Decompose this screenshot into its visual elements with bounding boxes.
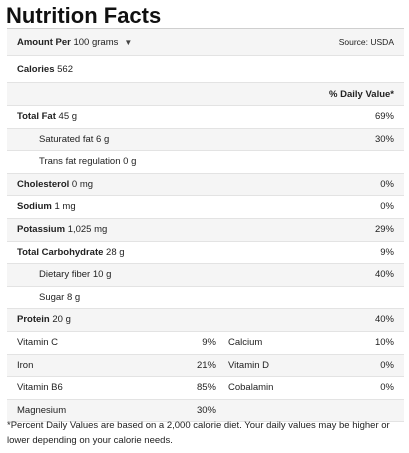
daily-value-footnote: *Percent Daily Values are based on a 2,000 calorie diet. Your daily values may be higher or lower depending on your calorie needs. [7, 420, 390, 446]
daily-value-header: % Daily Value* [329, 89, 394, 100]
nutrient-name: Cholesterol [17, 178, 70, 190]
vitamin-row [7, 355, 404, 378]
calories-label: Calories [17, 64, 55, 75]
nutrient-pct: 9% [380, 246, 394, 258]
vitamin-name: Vitamin B6 [17, 382, 63, 394]
serving-size-row [7, 29, 404, 56]
nutrient-row-saturated-fat [7, 129, 404, 152]
calories-row [7, 56, 404, 83]
vitamin-pct: 0% [380, 359, 394, 371]
nutrient-pct: 0% [380, 201, 394, 213]
nutrient-pct: 69% [374, 111, 394, 122]
nutrient-pct: 0% [380, 178, 394, 190]
nutrient-row-protein [7, 309, 404, 332]
vitamin-name: Calcium [228, 336, 263, 348]
amount-per-label: Amount Per [17, 37, 71, 48]
nutrient-amount: 10 g [92, 269, 112, 281]
vitamin-row [7, 332, 404, 355]
nutrient-name: Protein [17, 314, 50, 326]
calories-value: 562 [57, 64, 73, 75]
nutrition-table [7, 28, 404, 422]
vitamin-pct: 30% [196, 404, 216, 416]
nutrient-row-cholesterol [7, 174, 404, 197]
page-title: Nutrition Facts [6, 3, 162, 28]
source-label: Source: USDA [338, 37, 394, 47]
nutrient-pct: 40% [374, 314, 394, 326]
nutrient-amount: 45 g [58, 111, 78, 122]
vitamin-name: Magnesium [17, 404, 67, 416]
vitamin-name: Cobalamin [228, 382, 274, 394]
nutrient-amount: 6 g [96, 133, 110, 145]
nutrient-amount: 8 g [67, 291, 81, 303]
vitamin-name: Vitamin C [17, 336, 59, 348]
nutrient-pct: 29% [374, 223, 394, 235]
vitamin-name: Vitamin D [228, 359, 270, 371]
nutrient-name: Saturated fat [39, 133, 94, 145]
vitamin-row [7, 377, 404, 400]
serving-size-selector[interactable] [73, 37, 132, 48]
nutrient-name: Trans fat regulation [39, 156, 121, 168]
nutrient-row-dietary-fiber [7, 264, 404, 287]
vitamin-pct: 21% [196, 359, 216, 371]
nutrient-amount: 20 g [52, 314, 71, 326]
nutrient-name: Total Carbohydrate [17, 246, 104, 258]
nutrient-pct: 30% [374, 133, 394, 145]
nutrient-amount: 28 g [106, 246, 125, 258]
nutrient-amount: 0 mg [71, 178, 94, 190]
chevron-down-icon: ▼ [124, 38, 133, 47]
vitamin-pct: 10% [374, 336, 394, 348]
nutrient-name: Potassium [17, 223, 66, 235]
nutrient-row-sodium [7, 196, 404, 219]
vitamin-pct: 85% [196, 382, 216, 394]
vitamin-pct: 0% [380, 382, 394, 394]
nutrient-amount: 1,025 mg [67, 223, 108, 235]
nutrient-row-total-carbohydrate [7, 242, 404, 265]
nutrient-name: Total Fat [17, 111, 56, 122]
nutrient-pct: 40% [374, 269, 394, 281]
nutrient-name: Sugar [39, 291, 65, 303]
nutrient-name: Sodium [17, 201, 52, 213]
nutrient-row-trans-fat [7, 151, 404, 174]
nutrient-amount: 1 mg [54, 201, 76, 213]
vitamin-pct: 9% [202, 336, 216, 348]
serving-size-value: 100 grams [73, 37, 119, 48]
daily-value-header-row [7, 83, 404, 106]
vitamin-name: Iron [17, 359, 34, 371]
nutrient-row-potassium [7, 219, 404, 242]
nutrient-name: Dietary fiber [39, 269, 91, 281]
nutrient-row-sugar [7, 287, 404, 310]
nutrient-row-total-fat [7, 106, 404, 129]
nutrient-amount: 0 g [123, 156, 137, 168]
